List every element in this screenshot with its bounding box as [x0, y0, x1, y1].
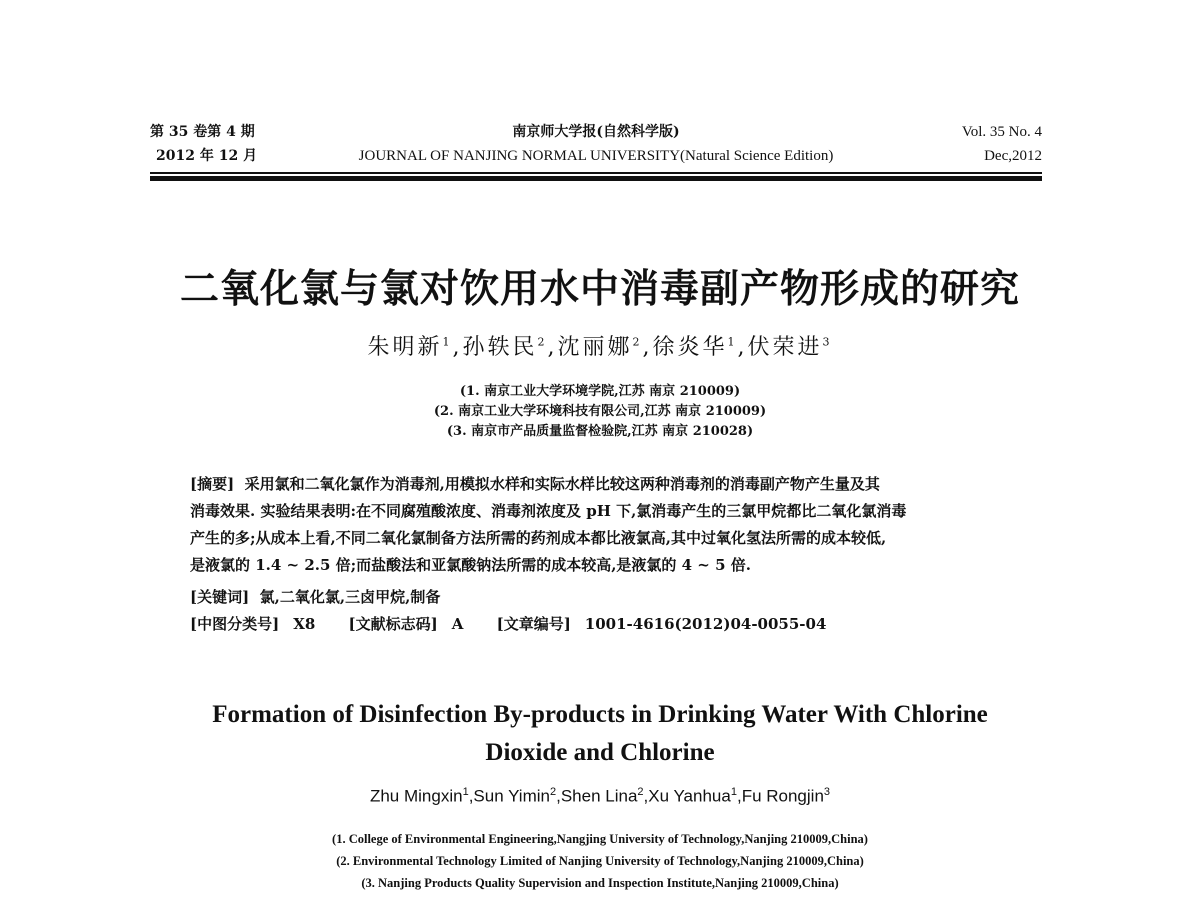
author-sup: 3	[822, 335, 833, 349]
abstract-line: 是液氯的 1.4 ~ 2.5 倍;而盐酸法和亚氯酸钠法所需的成本较高,是液氯的 4 ~ 5 倍.	[190, 556, 751, 574]
affiliation-en: (3. Nanjing Products Quality Supervision and Inspection Institute,Nanjing 210009,China)	[361, 876, 839, 890]
author-sup: 1	[727, 335, 738, 349]
header-rule-thin	[150, 172, 1042, 174]
journal-title-en: JOURNAL OF NANJING NORMAL UNIVERSITY(Natural Science Edition)	[358, 148, 834, 164]
header-center	[150, 120, 1042, 168]
author-cn: 徐炎华	[652, 335, 728, 360]
author-en: Fu Rongjin	[741, 786, 824, 806]
affiliations-cn	[0, 382, 1200, 442]
affiliation-en: (2. Environmental Technology Limited of Nanjing University of Technology,Nanjing 210009,China)	[336, 854, 864, 868]
title-en-line: Dioxide and Chlorine	[485, 739, 715, 766]
abstract-line: 产生的多;从成本上看,不同二氧化氯制备方法所需的药剂成本都比液氯高,其中过氧化氢法所需的成本较低,	[190, 529, 887, 547]
title-en-line: Formation of Disinfection By-products in Drinking Water With Chlorine	[212, 701, 988, 728]
article-number-label: [文章编号]	[496, 615, 571, 633]
affiliation-en: (1. College of Environmental Engineering,Nangjing University of Technology,Nanjing 210009,China)	[332, 832, 868, 846]
abstract	[190, 471, 1010, 579]
clc-value: X8	[293, 615, 316, 633]
doc-code-value: A	[451, 615, 464, 633]
volume-en: Vol. 35 No. 4	[961, 124, 1042, 140]
header-rule-thick	[150, 176, 1042, 181]
keywords-text: 氯,二氧化氯,三卤甲烷,制备	[259, 588, 441, 606]
volume-cn: 第 35 卷第 4 期	[150, 124, 255, 140]
author-cn: 朱明新	[367, 335, 443, 360]
authors-cn: 朱明新$^1$,孙轶民$^2$,沈丽娜$^2$,徐炎华$^1$,伏荣进$^3$	[367, 335, 833, 360]
abstract-line: 消毒效果. 实验结果表明:在不同腐殖酸浓度、消毒剂浓度及 pH 下,氯消毒产生的三氯甲烷都比二氧化氯消毒	[190, 502, 907, 520]
author-sup: 2	[632, 335, 643, 349]
paper-title-en	[0, 696, 1200, 772]
abstract-label: [摘要]	[190, 475, 235, 493]
author-sup: 2	[549, 786, 557, 798]
journal-title-cn: 南京师大学报(自然科学版)	[512, 124, 680, 140]
author-en: Xu Yanhua	[648, 786, 731, 806]
author-sup: 1	[462, 786, 469, 798]
affiliation-cn: (2. 南京工业大学环境科技有限公司,江苏 南京 210009)	[433, 404, 767, 419]
author-en: Sun Yimin	[473, 786, 550, 806]
date-en: Dec,2012	[984, 148, 1042, 164]
abstract-text: 采用氯和二氧化氯作为消毒剂,用模拟水样和实际水样比较这两种消毒剂的消毒副产物产生量及其	[244, 475, 880, 493]
author-cn: 伏荣进	[747, 335, 823, 360]
date-cn: 2012 年 12 月	[156, 148, 258, 164]
keywords	[190, 584, 1010, 611]
header-right	[962, 120, 1042, 168]
running-header	[150, 120, 1042, 172]
affiliation-cn: (1. 南京工业大学环境学院,江苏 南京 210009)	[459, 384, 741, 399]
author-sup: 1	[442, 335, 453, 349]
doc-code-label: [文献标志码]	[348, 615, 438, 633]
author-en: Zhu Mingxin	[369, 786, 463, 806]
author-sup: 2	[537, 335, 548, 349]
authors-en: Zhu Mingxin$^1$,Sun Yimin$^2$,Shen Lina$^2$,Xu Yanhua$^1$,Fu Rongjin$^3$	[369, 786, 831, 806]
affiliations-en	[0, 828, 1200, 894]
author-sup: 2	[637, 786, 644, 798]
affiliation-cn: (3. 南京市产品质量监督检验院,江苏 南京 210028)	[446, 424, 754, 439]
author-sup: 3	[823, 786, 831, 798]
article-number-value: 1001-4616(2012)04-0055-04	[584, 615, 827, 633]
author-cn: 孙轶民	[462, 335, 538, 360]
author-en: Shen Lina	[560, 786, 638, 806]
author-sup: 1	[730, 786, 737, 798]
clc-label: [中图分类号]	[190, 615, 280, 633]
classification	[190, 611, 1010, 638]
author-cn: 沈丽娜	[557, 335, 633, 360]
keywords-label: [关键词]	[190, 588, 250, 606]
paper-title-cn: 二氧化氯与氯对饮用水中消毒副产物形成的研究	[179, 266, 1020, 312]
abstract-line	[190, 471, 1010, 498]
